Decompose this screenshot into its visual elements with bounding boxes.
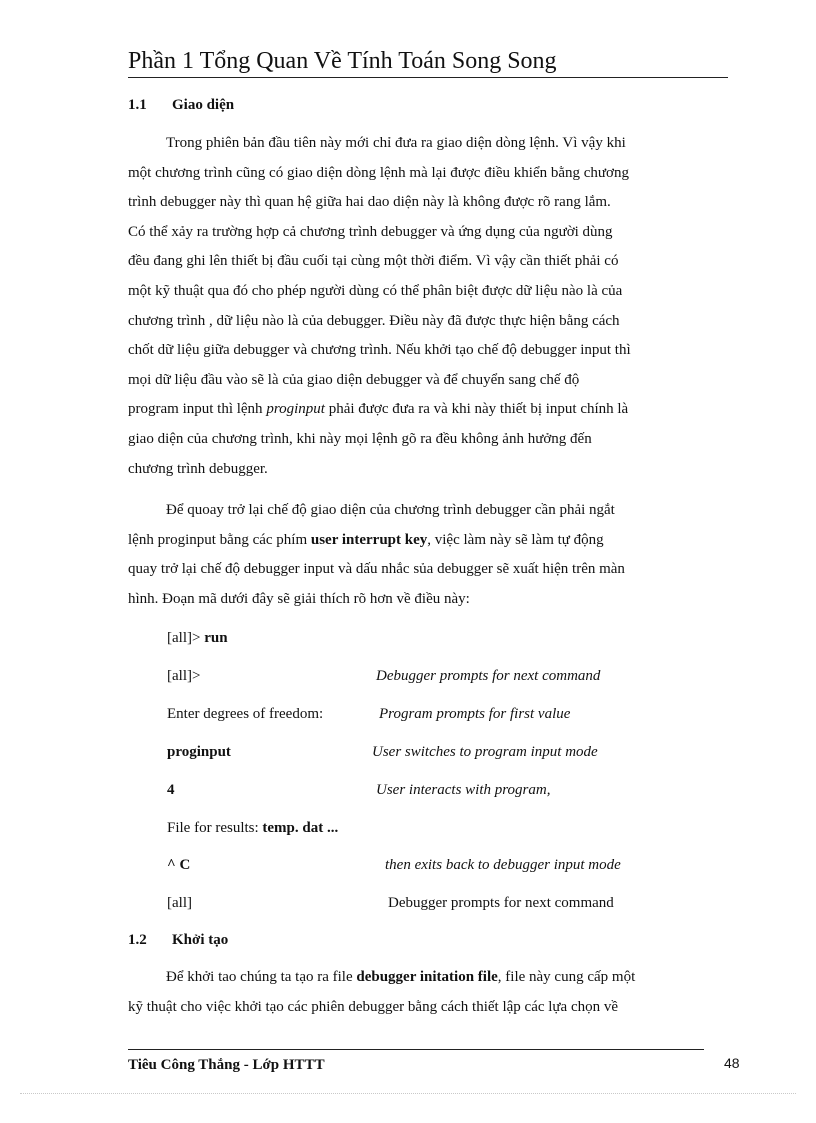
paragraph-line: giao diện của chương trình, khi này mọi lệnh gõ ra đều không ảnh hưởng đến	[128, 430, 592, 447]
paragraph-line: trình debugger này thì quan hệ giữa hai dao diện này là không được rõ rang lắm.	[128, 194, 611, 211]
text-run: , file này cung cấp một	[497, 969, 636, 985]
paragraph-line: Để quoay trở lại chế độ giao diện của chương trình debugger cần phải ngắt	[166, 502, 615, 518]
page-number: 48	[724, 1055, 740, 1071]
text-run: phải được đưa ra và khi này thiết bị input chính là	[324, 401, 629, 418]
paragraph-line	[128, 526, 724, 556]
code-prompt: [all]>	[167, 630, 201, 646]
paragraph-line: mọi dữ liệu đầu vào sẽ là của giao diện debugger và để chuyển sang chế độ	[128, 371, 580, 388]
footer-author: Tiêu Công Thắng - Lớp HTTT	[128, 1057, 325, 1073]
code-annotation: Debugger prompts for next command	[388, 895, 614, 911]
paragraph-return-mode	[128, 496, 724, 614]
paragraph-initialization	[128, 963, 724, 1022]
page-header-title: Phần 1 Tổng Quan Về Tính Toán Song Song	[128, 48, 557, 74]
code-row	[167, 780, 175, 800]
code-prompt: [all]>	[167, 668, 201, 684]
section-heading-1-2	[128, 932, 228, 949]
code-annotation: Program prompts for first value	[379, 706, 571, 722]
code-row	[167, 666, 200, 686]
paragraph-interface	[128, 129, 724, 484]
code-annotation: User interacts with program,	[376, 782, 551, 798]
paragraph-line: chốt dữ liệu giữa debugger và chương trình. Nếu khởi tạo chế độ debugger input thì	[128, 342, 631, 359]
code-command: 4	[167, 782, 175, 798]
footer-rule	[128, 1049, 704, 1050]
code-command: ^ C	[167, 857, 191, 873]
section-title: Giao diện	[172, 97, 235, 113]
code-row	[167, 742, 231, 762]
code-row	[167, 855, 190, 875]
paragraph-line: một chương trình cũng có giao diện dòng lệnh mà lại được điều khiển bằng chương	[128, 164, 629, 181]
paragraph-line: chương trình debugger.	[128, 460, 268, 477]
paragraph-line: đều đang ghi lên thiết bị đầu cuối tại cùng một thời điểm. Vì vậy cần thiết phải có	[128, 253, 619, 270]
paragraph-line: kỹ thuật cho việc khởi tạo các phiên debugger bằng cách thiết lập các lựa chọn về	[128, 998, 619, 1015]
code-row	[167, 704, 323, 724]
code-row	[167, 628, 228, 648]
section-number: 1.1	[128, 97, 147, 113]
bold-term: user interrupt key	[310, 531, 428, 548]
paragraph-line	[128, 963, 724, 993]
paragraph-line: Trong phiên bản đầu tiên này mới chỉ đưa ra giao diện dòng lệnh. Vì vậy khi	[166, 135, 626, 151]
paragraph-line	[128, 395, 724, 425]
code-row	[167, 893, 192, 913]
text-run: , việc làm này sẽ làm tự động	[427, 531, 604, 548]
code-annotation: then exits back to debugger input mode	[385, 857, 621, 873]
paragraph-line: quay trở lại chế độ debugger input và dấu nhắc sủa debugger sẽ xuất hiện trên màn	[128, 561, 625, 578]
italic-term: proginput	[266, 401, 325, 418]
page-edge-dotted-line	[20, 1093, 796, 1094]
section-title: Khởi tạo	[172, 932, 229, 948]
header-rule	[128, 77, 728, 78]
code-text: File for results:	[167, 820, 259, 836]
paragraph-line: hình. Đoạn mã dưới đây sẽ giải thích rõ hơn về điều này:	[128, 590, 470, 607]
paragraph-line: chương trình , dữ liệu nào là của debugger. Điều này đã được thực hiện bằng cách	[128, 312, 620, 329]
section-heading-1-1	[128, 97, 234, 114]
code-text: Enter degrees of freedom:	[167, 706, 324, 722]
code-prompt: [all]	[167, 895, 192, 911]
code-command: proginput	[167, 744, 231, 760]
code-annotation: Debugger prompts for next command	[376, 668, 601, 684]
text-run: program input thì lệnh	[128, 401, 267, 418]
code-row	[167, 818, 338, 838]
section-number: 1.2	[128, 932, 147, 948]
text-run: lệnh proginput bằng các phím	[128, 531, 311, 548]
code-annotation: User switches to program input mode	[372, 744, 598, 760]
code-command: run	[204, 630, 228, 646]
bold-term: debugger initation file	[356, 969, 498, 985]
text-run: Để khởi tao chúng ta tạo ra file	[166, 969, 357, 985]
code-filename: temp. dat ...	[262, 820, 339, 836]
paragraph-line: Có thể xảy ra trường hợp cả chương trình debugger và ứng dụng của người dùng	[128, 223, 613, 240]
paragraph-line: một kỹ thuật qua đó cho phép người dùng có thể phân biệt được dữ liệu nào là của	[128, 282, 623, 299]
